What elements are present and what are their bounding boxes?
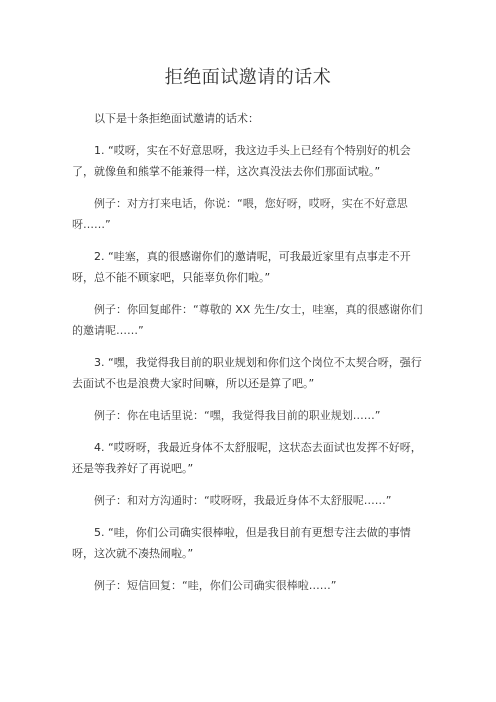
item-3-example: 例子：你在电话里说：“嘿，我觉得我目前的职业规划……” (94, 409, 381, 422)
item-3-text: 3. “嘿，我觉得我目前的职业规划和你们这个岗位不太契合呀，强行去面试不也是浪费大家时间嘛，所以还是算了吧。” (72, 356, 422, 390)
intro-text: 以下是十条拒绝面试邀请的话术： (94, 112, 259, 125)
item-4-text: 4. “哎呀呀，我最近身体不太舒服呢，这状态去面试也发挥不好呀，还是等我养好了再说吧。” (72, 441, 422, 475)
document-body (72, 108, 424, 607)
item-2-text: 2. “哇塞，真的很感谢你们的邀请呢，可我最近家里有点事走不开呀，总不能不顾家吧，只能辜负你们啦。” (72, 250, 411, 284)
item-4-example: 例子：和对方沟通时：“哎呀呀，我最近身体不太舒服呢……” (94, 494, 392, 507)
item-2-example: 例子：你回复邮件：“尊敬的 XX 先生/女士，哇塞，真的很感谢你们的邀请呢……” (72, 303, 423, 337)
item-1-text: 1. “哎呀，实在不好意思呀，我这边手头上已经有个特别好的机会了，就像鱼和熊掌不能兼得一样，这次真没法去你们那面试啦。” (72, 144, 411, 178)
document-title: 拒绝面试邀请的话术 (164, 67, 332, 88)
item-5-text: 5. “哇，你们公司确实很棒啦，但是我目前有更想专注去做的事情呀，这次就不凑热闹啦。” (72, 526, 411, 560)
item-1-example: 例子：对方打来电话，你说：“喂，您好呀，哎呀，实在不好意思呀……” (72, 197, 408, 231)
item-5-example: 例子：短信回复：“哇，你们公司确实很棒啦……” (94, 579, 337, 592)
